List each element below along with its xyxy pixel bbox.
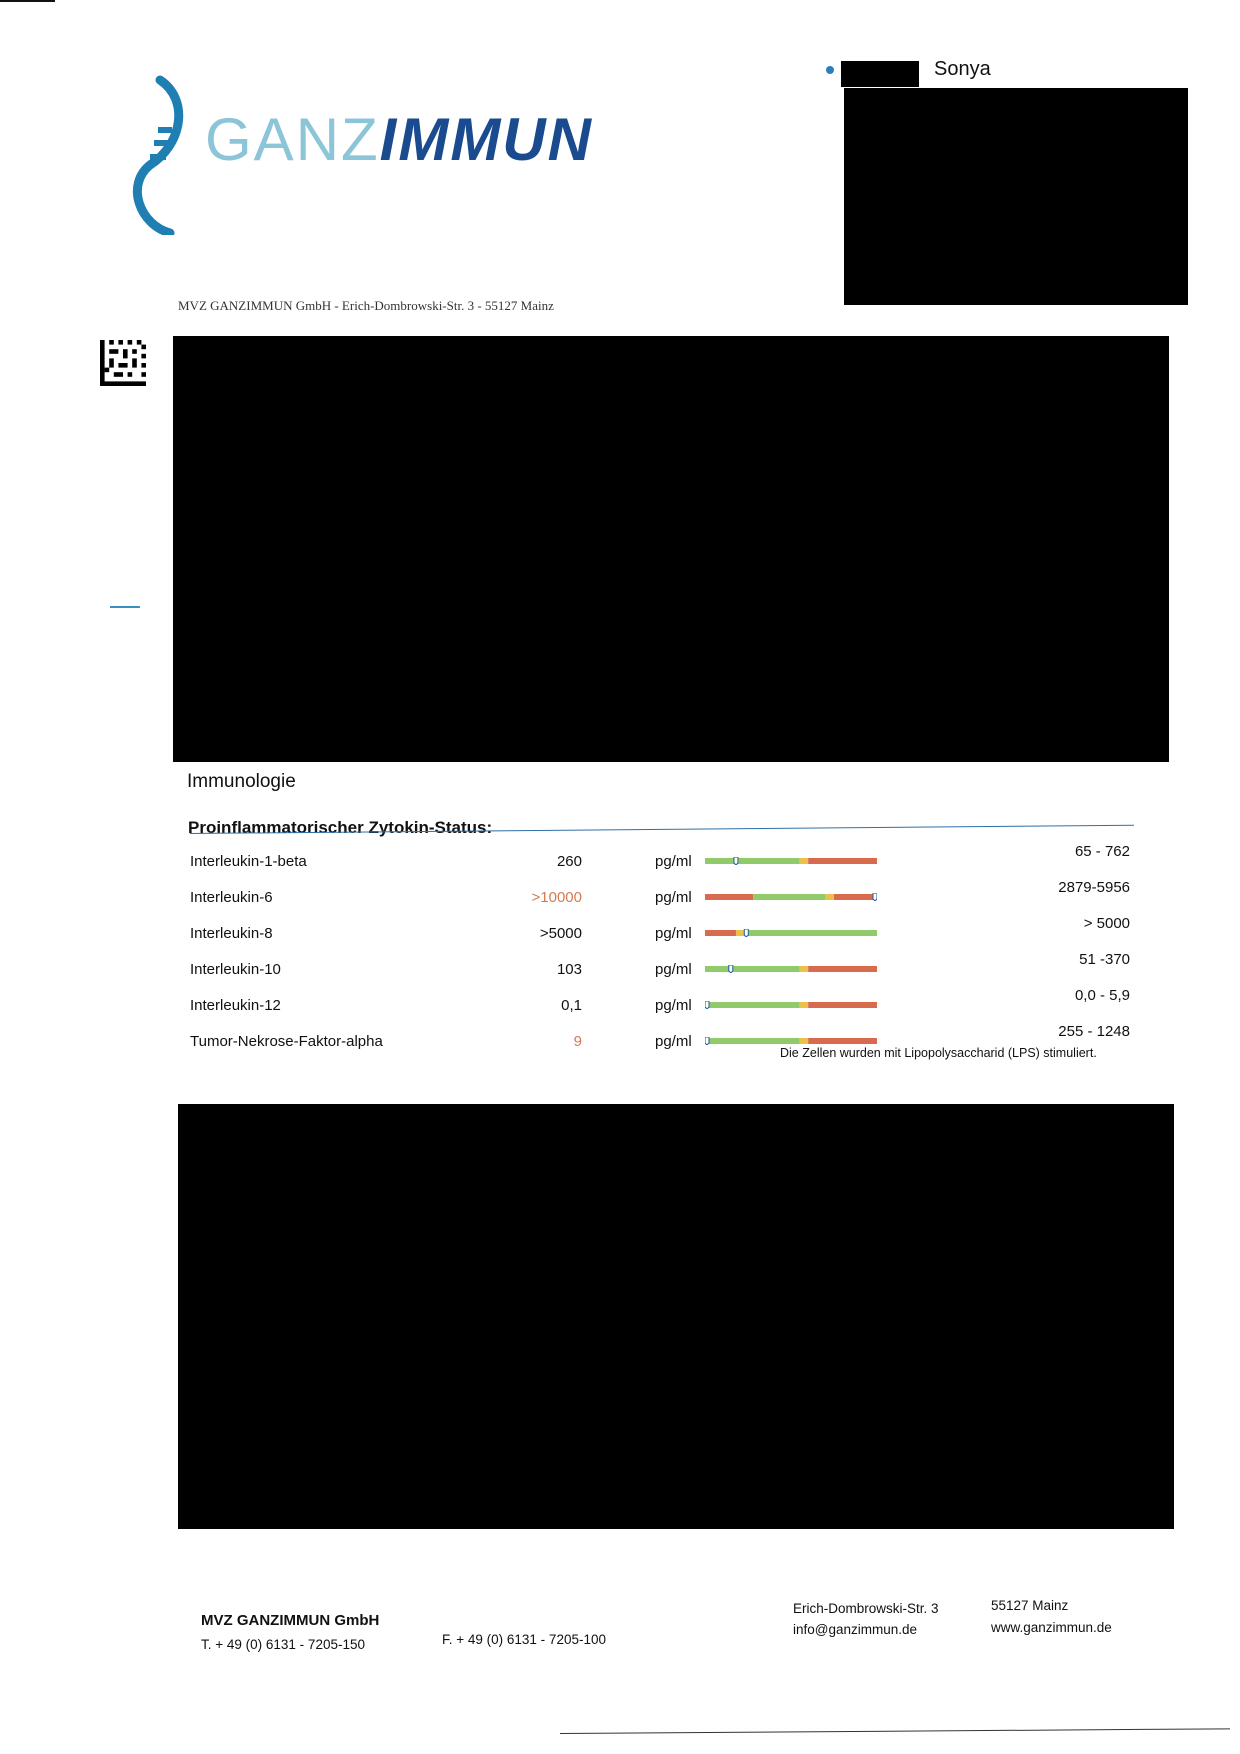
- footer-fax: F. + 49 (0) 6131 - 7205-100: [442, 1632, 606, 1647]
- range-segment: [808, 966, 877, 972]
- footer-phone: T. + 49 (0) 6131 - 7205-150: [201, 1637, 365, 1652]
- range-segment: [705, 1002, 800, 1008]
- range-segment: [825, 894, 834, 900]
- footer-email[interactable]: info@ganzimmun.de: [793, 1622, 918, 1637]
- result-value: >5000: [539, 925, 582, 942]
- reference-range-bar: [705, 893, 877, 901]
- result-unit: pg/ml: [655, 997, 692, 1014]
- section-title: Immunologie: [187, 771, 296, 792]
- parameter-name: Tumor-Nekrose-Faktor-alpha: [190, 1033, 383, 1050]
- result-marker: [873, 893, 877, 901]
- footer-company: MVZ GANZIMMUN GmbH: [201, 1612, 380, 1629]
- result-unit: pg/ml: [655, 925, 692, 942]
- redacted-surname: [841, 61, 919, 87]
- patient-first-name: Sonya: [934, 58, 991, 80]
- result-unit: pg/ml: [655, 853, 692, 870]
- panel-title: Proinflammatorischer Zytokin-Status:: [188, 818, 493, 837]
- redacted-address-block: [844, 88, 1188, 305]
- reference-range-bar: [705, 929, 877, 937]
- range-segment: [705, 894, 753, 900]
- result-marker: [729, 965, 733, 973]
- range-segment: [800, 1002, 809, 1008]
- result-marker: [705, 1001, 709, 1009]
- reference-range: 0,0 - 5,9: [1074, 987, 1130, 1004]
- reference-range: > 5000: [1083, 915, 1130, 932]
- range-segment: [800, 966, 809, 972]
- footer-street: Erich-Dombrowski-Str. 3: [793, 1601, 939, 1616]
- range-segment: [834, 894, 877, 900]
- parameter-name: Interleukin-10: [190, 961, 281, 978]
- range-segment: [705, 966, 800, 972]
- reference-range-bar: [705, 1001, 877, 1009]
- reference-range: 255 - 1248: [1058, 1023, 1130, 1040]
- result-value: 260: [556, 853, 582, 870]
- range-segment: [705, 930, 736, 936]
- range-segment: [808, 858, 877, 864]
- range-segment: [705, 1038, 800, 1044]
- sender-address-line: MVZ GANZIMMUN GmbH - Erich-Dombrowski-Str. 3 - 55127 Mainz: [178, 298, 554, 313]
- patient-bullet: [826, 66, 834, 74]
- reference-range-bar: [705, 1037, 877, 1045]
- redacted-lower-block: [178, 1104, 1174, 1529]
- datamatrix-code: [100, 340, 146, 386]
- reference-range-bar: [705, 965, 877, 973]
- fold-mark: [110, 606, 140, 608]
- range-segment: [808, 1038, 877, 1044]
- stimulation-note: Die Zellen wurden mit Lipopolysaccharid (LPS) stimuliert.: [780, 1046, 1097, 1060]
- result-marker: [744, 929, 748, 937]
- result-value: 103: [556, 961, 582, 978]
- footer-website[interactable]: www.ganzimmun.de: [991, 1620, 1112, 1635]
- bottom-rule: [560, 1728, 1230, 1734]
- result-unit: pg/ml: [655, 889, 692, 906]
- reference-range-bar: [705, 857, 877, 865]
- range-segment: [800, 858, 809, 864]
- redacted-header-block: [173, 336, 1169, 762]
- result-unit: pg/ml: [655, 1033, 692, 1050]
- reference-range: 51 -370: [1079, 951, 1130, 968]
- range-segment: [705, 858, 800, 864]
- parameter-name: Interleukin-12: [190, 997, 281, 1014]
- ganzimmun-logo-swoosh: [120, 75, 190, 235]
- parameter-name: Interleukin-8: [190, 925, 273, 942]
- result-value: 0,1: [561, 997, 582, 1014]
- result-marker: [705, 1037, 709, 1045]
- result-marker: [734, 857, 738, 865]
- range-segment: [800, 1038, 809, 1044]
- result-unit: pg/ml: [655, 961, 692, 978]
- range-segment: [808, 1002, 877, 1008]
- reference-range: 2879-5956: [1058, 879, 1130, 896]
- range-segment: [746, 930, 877, 936]
- parameter-name: Interleukin-1-beta: [190, 853, 307, 870]
- range-segment: [753, 894, 825, 900]
- result-value: >10000: [531, 889, 582, 906]
- result-value: 9: [573, 1033, 582, 1050]
- reference-range: 65 - 762: [1074, 843, 1130, 860]
- footer-city: 55127 Mainz: [991, 1598, 1069, 1613]
- ganzimmun-logo: GANZIMMUN: [205, 106, 593, 173]
- scan-edge-mark: [0, 0, 55, 2]
- parameter-name: Interleukin-6: [190, 889, 273, 906]
